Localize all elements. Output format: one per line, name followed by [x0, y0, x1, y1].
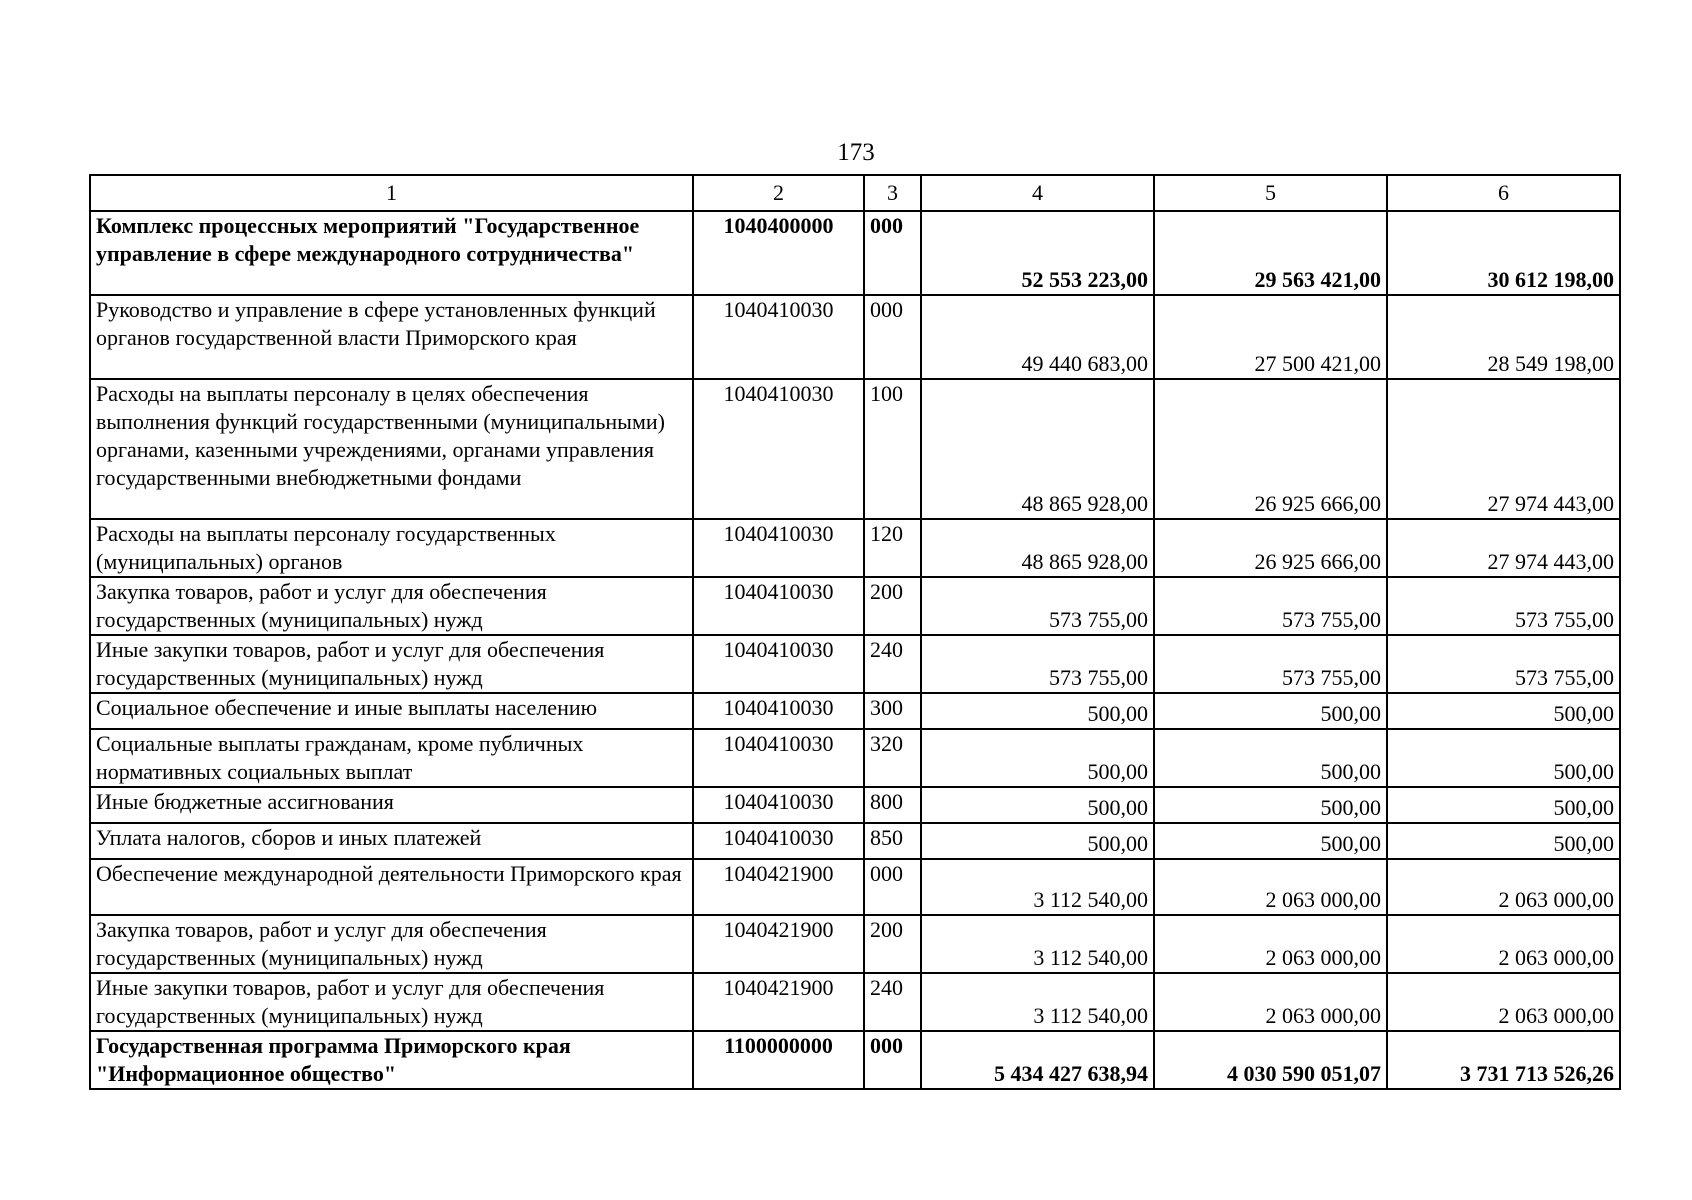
row-type-cell: 120 [864, 519, 921, 577]
row-code-cell: 1040421900 [693, 973, 864, 1031]
table-row [90, 577, 1620, 635]
table-row [90, 1031, 1620, 1089]
header-cell: 5 [1154, 175, 1387, 211]
row-name-cell: Расходы на выплаты персоналу в целях обеспечения выполнения функций государственными (муниципальными) органами, казенными учреждениями, органами управления государственными внебюджетными фондами [90, 379, 693, 519]
row-value-cell: 500,00 [921, 787, 1154, 823]
table-row [90, 729, 1620, 787]
row-value-cell: 573 755,00 [1154, 577, 1387, 635]
row-value-cell: 500,00 [1387, 787, 1620, 823]
row-value-cell: 573 755,00 [1387, 577, 1620, 635]
row-value-cell: 573 755,00 [1387, 635, 1620, 693]
row-value-cell: 3 112 540,00 [921, 859, 1154, 915]
row-value-cell: 500,00 [921, 693, 1154, 729]
row-value-cell: 500,00 [1387, 693, 1620, 729]
row-value-cell: 573 755,00 [1154, 635, 1387, 693]
row-type-cell: 000 [864, 295, 921, 379]
table-row [90, 787, 1620, 823]
row-type-cell: 300 [864, 693, 921, 729]
header-cell: 2 [693, 175, 864, 211]
row-code-cell: 1040410030 [693, 693, 864, 729]
row-type-cell: 800 [864, 787, 921, 823]
row-value-cell: 2 063 000,00 [1387, 915, 1620, 973]
row-value-cell: 26 925 666,00 [1154, 379, 1387, 519]
row-value-cell: 500,00 [1387, 729, 1620, 787]
row-value-cell: 27 974 443,00 [1387, 519, 1620, 577]
table-row [90, 693, 1620, 729]
table-row [90, 859, 1620, 915]
row-name-cell: Иные бюджетные ассигнования [90, 787, 693, 823]
row-value-cell: 2 063 000,00 [1154, 973, 1387, 1031]
row-code-cell: 1040410030 [693, 729, 864, 787]
row-code-cell: 1040410030 [693, 787, 864, 823]
row-value-cell: 500,00 [1154, 787, 1387, 823]
row-name-cell: Обеспечение международной деятельности Приморского края [90, 859, 693, 915]
budget-table [89, 174, 1621, 1090]
page-number: 173 [837, 139, 875, 166]
row-name-cell: Закупка товаров, работ и услуг для обеспечения государственных (муниципальных) нужд [90, 915, 693, 973]
row-value-cell: 27 500 421,00 [1154, 295, 1387, 379]
row-value-cell: 27 974 443,00 [1387, 379, 1620, 519]
budget-table-body [90, 175, 1620, 1089]
header-cell: 1 [90, 175, 693, 211]
row-code-cell: 1040400000 [693, 211, 864, 295]
row-name-cell: Государственная программа Приморского края "Информационное общество" [90, 1031, 693, 1089]
header-cell: 6 [1387, 175, 1620, 211]
row-name-cell: Руководство и управление в сфере установленных функций органов государственной власти Приморского края [90, 295, 693, 379]
row-type-cell: 000 [864, 211, 921, 295]
table-row [90, 635, 1620, 693]
row-code-cell: 1040410030 [693, 577, 864, 635]
row-value-cell: 500,00 [921, 729, 1154, 787]
row-value-cell: 49 440 683,00 [921, 295, 1154, 379]
row-value-cell: 3 731 713 526,26 [1387, 1031, 1620, 1089]
table-row [90, 973, 1620, 1031]
row-type-cell: 000 [864, 859, 921, 915]
row-code-cell: 1100000000 [693, 1031, 864, 1089]
row-value-cell: 3 112 540,00 [921, 973, 1154, 1031]
table-row [90, 519, 1620, 577]
row-value-cell: 2 063 000,00 [1154, 859, 1387, 915]
row-type-cell: 850 [864, 823, 921, 859]
row-code-cell: 1040410030 [693, 635, 864, 693]
row-code-cell: 1040421900 [693, 915, 864, 973]
row-code-cell: 1040410030 [693, 823, 864, 859]
row-type-cell: 100 [864, 379, 921, 519]
row-value-cell: 29 563 421,00 [1154, 211, 1387, 295]
row-value-cell: 500,00 [921, 823, 1154, 859]
row-value-cell: 2 063 000,00 [1154, 915, 1387, 973]
row-value-cell: 26 925 666,00 [1154, 519, 1387, 577]
row-value-cell: 573 755,00 [921, 577, 1154, 635]
header-cell: 3 [864, 175, 921, 211]
row-type-cell: 320 [864, 729, 921, 787]
row-value-cell: 573 755,00 [921, 635, 1154, 693]
row-value-cell: 48 865 928,00 [921, 379, 1154, 519]
row-value-cell: 500,00 [1154, 693, 1387, 729]
row-name-cell: Расходы на выплаты персоналу государственных (муниципальных) органов [90, 519, 693, 577]
row-name-cell: Уплата налогов, сборов и иных платежей [90, 823, 693, 859]
row-code-cell: 1040410030 [693, 379, 864, 519]
row-type-cell: 000 [864, 1031, 921, 1089]
row-value-cell: 2 063 000,00 [1387, 973, 1620, 1031]
row-value-cell: 500,00 [1154, 729, 1387, 787]
table-row [90, 915, 1620, 973]
row-code-cell: 1040421900 [693, 859, 864, 915]
row-value-cell: 500,00 [1154, 823, 1387, 859]
row-value-cell: 30 612 198,00 [1387, 211, 1620, 295]
row-value-cell: 4 030 590 051,07 [1154, 1031, 1387, 1089]
table-row [90, 211, 1620, 295]
row-name-cell: Закупка товаров, работ и услуг для обеспечения государственных (муниципальных) нужд [90, 577, 693, 635]
row-name-cell: Иные закупки товаров, работ и услуг для обеспечения государственных (муниципальных) нужд [90, 635, 693, 693]
header-cell: 4 [921, 175, 1154, 211]
row-type-cell: 200 [864, 577, 921, 635]
row-type-cell: 240 [864, 635, 921, 693]
row-value-cell: 48 865 928,00 [921, 519, 1154, 577]
row-value-cell: 3 112 540,00 [921, 915, 1154, 973]
header-row [90, 175, 1620, 211]
table-row [90, 379, 1620, 519]
row-value-cell: 52 553 223,00 [921, 211, 1154, 295]
row-name-cell: Иные закупки товаров, работ и услуг для обеспечения государственных (муниципальных) нужд [90, 973, 693, 1031]
table-row [90, 295, 1620, 379]
row-code-cell: 1040410030 [693, 295, 864, 379]
row-name-cell: Социальные выплаты гражданам, кроме публичных нормативных социальных выплат [90, 729, 693, 787]
row-value-cell: 500,00 [1387, 823, 1620, 859]
row-name-cell: Комплекс процессных мероприятий "Государственное управление в сфере международного сотрудничества" [90, 211, 693, 295]
row-code-cell: 1040410030 [693, 519, 864, 577]
row-value-cell: 5 434 427 638,94 [921, 1031, 1154, 1089]
row-value-cell: 28 549 198,00 [1387, 295, 1620, 379]
row-value-cell: 2 063 000,00 [1387, 859, 1620, 915]
row-type-cell: 200 [864, 915, 921, 973]
row-name-cell: Социальное обеспечение и иные выплаты населению [90, 693, 693, 729]
table-row [90, 823, 1620, 859]
row-type-cell: 240 [864, 973, 921, 1031]
